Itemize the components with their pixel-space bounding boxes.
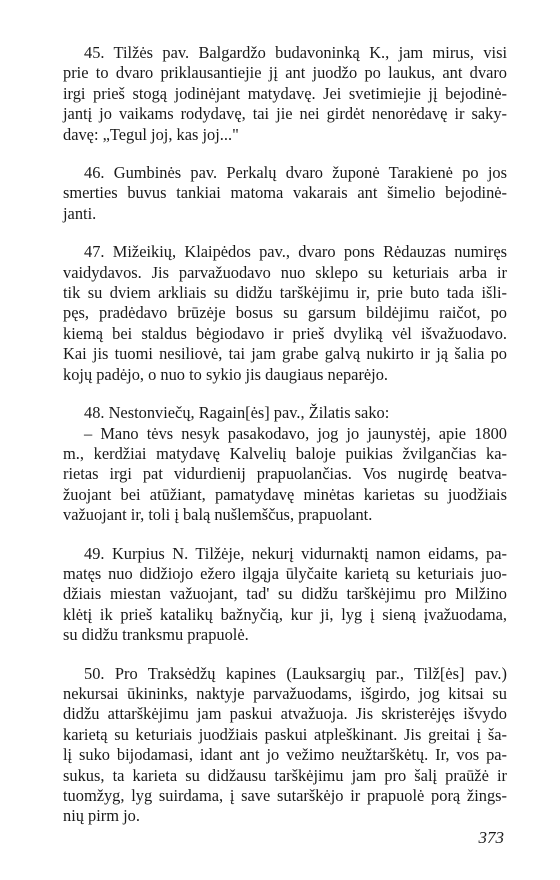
page-content xyxy=(63,43,507,845)
entry-line: lį suko bijodamasi, idant ant jo vežimo neužtarškėtų. Ir, vos pa- xyxy=(63,745,507,765)
entry-line: nekursai ūkininks, naktyje parvažuodams, išgirdo, jog kitsai su xyxy=(63,683,507,703)
entry-line: nių pirm jo. xyxy=(63,806,140,826)
entry-line: 45. Tilžės pav. Balgardžo budavoninką K., jam mirus, visi xyxy=(84,43,507,62)
entry-line: rietas irgi pat vidurdienij prapuolančias. Vos nugirdę beatva- xyxy=(63,464,507,484)
entry-45 xyxy=(63,43,507,145)
entry-line: irgi prieš stogą jodinėjant matydavę. Jei svetimiejie jį bejodinė- xyxy=(63,83,507,103)
entry-line: jantį jo vaikams rodydavę, tai jie nei girdėt nenorėdavę ir saky- xyxy=(63,104,507,124)
entry-line: m., kerdžiai matydavę Kalvelių baloje puikias žvilgančias ka- xyxy=(63,443,507,463)
entry-line: džiais miestan važuojant, tad' su didžu tarškėjimu pro Milžino xyxy=(63,584,507,604)
entry-line: su didžu tranksmu prapuolė. xyxy=(63,625,249,645)
entry-line: – Mano tėvs nesyk pasakodavo, jog jo jaunystėj, apie 1800 xyxy=(84,423,507,443)
entry-line: važuojant ir, toli į balą nušlemščus, prapuolant. xyxy=(63,505,373,525)
entry-line: Kai jis tuomi nesiliovė, tai jam grabe galvą nukirto ir ją šalia po xyxy=(63,344,507,364)
entry-line: prie to dvaro priklausantiejie jį ant juodžo po laukus, ant dvaro xyxy=(63,63,507,83)
entry-line: matęs nuo didžiojo ežero ilgąja ūlyčaite karietą su keturiais juo- xyxy=(63,563,507,583)
entry-line: kiemą bei staldus bėgiodavo ir prieš dvyliką vėl išvažuodavo. xyxy=(63,323,507,343)
entry-line: 49. Kurpius N. Tilžėje, nekurį vidurnaktį namon eidams, pa- xyxy=(84,543,507,563)
entry-line: klėtį ik prieš katalikų bažnyčią, kur ji, lyg į sieną įvažuodama, xyxy=(63,604,507,624)
entry-line: kojų padėjo, o nuo to sykio jis daugiaus neparėjo. xyxy=(63,364,389,384)
entry-line: 48. Nestonviečų, Ragain[ės] pav., Žilatis sako: xyxy=(84,403,390,423)
entry-47 xyxy=(63,242,507,385)
entry-line: didžu attarškėjimu jam paskui atvažuoja. Jis skristerėjęs išvydo xyxy=(63,704,507,724)
entry-line: vaidydavos. Jis parvažuodavo nuo sklepo su keturiais arba ir xyxy=(63,262,507,282)
entry-50 xyxy=(63,664,507,827)
entry-line: davę: „Tegul joj, kas joj..." xyxy=(63,124,239,144)
entry-line: pęs, pradėdavo brūzėje bosus su garsum bildėjimu raičot, po xyxy=(63,303,507,323)
entry-46 xyxy=(63,163,507,224)
entry-line: sukus, ta karieta su didžausu tarškėjimu jam pro šalį praūžė ir xyxy=(63,765,507,785)
entry-line: tik su dviem arkliais su didžu tarškėjimu ir, prie buto tada išli- xyxy=(63,283,507,303)
entry-line: 47. Mižeikių, Klaipėdos pav., dvaro pons Rėdauzas numiręs xyxy=(84,242,507,262)
entry-48 xyxy=(63,403,507,525)
entry-line: 46. Gumbinės pav. Perkalų dvaro župonė Tarakienė po jos xyxy=(84,163,507,183)
entry-line: žuojant bei atūžiant, pamatydavę minėtas karietas su juodžiais xyxy=(63,484,507,504)
page-number: 373 xyxy=(478,828,504,847)
entry-line: tuomžyg, lyg suirdama, į save sutarškėjo ir prapuolė porą žings- xyxy=(63,786,507,805)
entry-line: karietą su keturiais juodžiais paskui atpleškinant. Jis greitai į ša- xyxy=(63,724,507,744)
entry-line: 50. Pro Traksėdžų kapines (Lauksargių par., Tilž[ės] pav.) xyxy=(84,663,507,683)
entry-49 xyxy=(63,544,507,646)
entry-line: smerties buvus tankiai matoma vakarais ant šimelio bejodinė- xyxy=(63,183,507,203)
entry-line: janti. xyxy=(63,203,97,223)
